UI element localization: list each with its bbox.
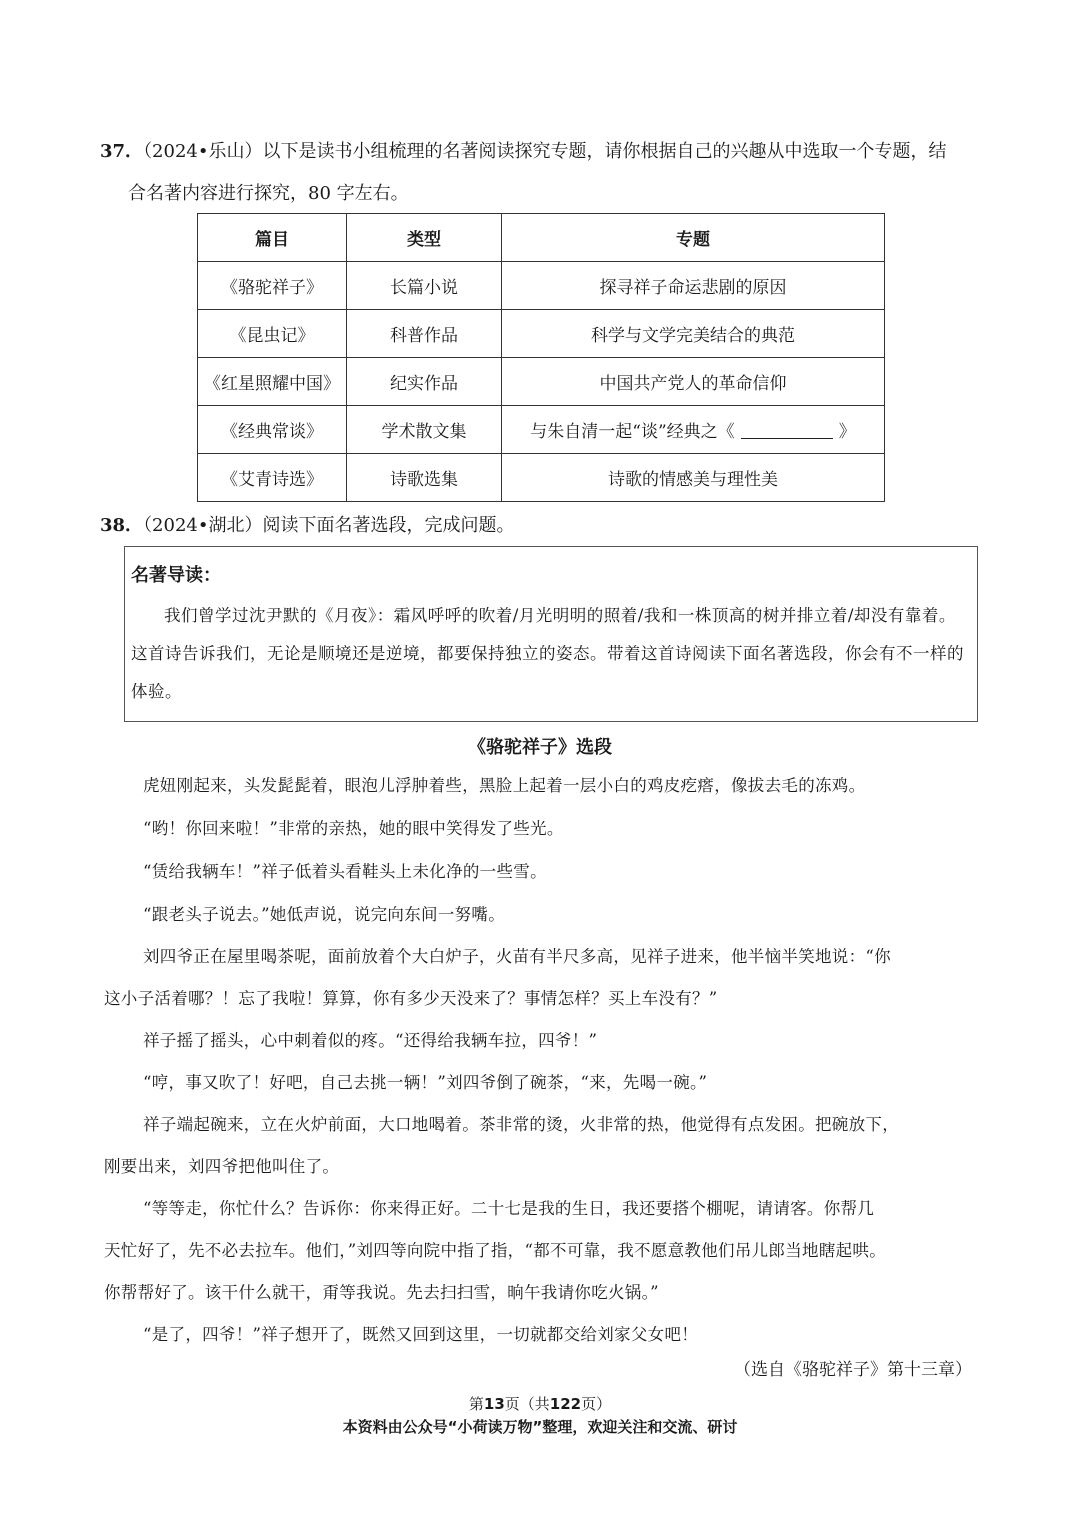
cell-type: 长篇小说 (347, 262, 502, 310)
cell-title: 《昆虫记》 (198, 310, 347, 358)
q37-number: 37． (100, 141, 144, 162)
cell-title: 《艾青诗选》 (198, 454, 347, 502)
q38-line (100, 513, 515, 539)
cell-topic: 诗歌的情感美与理性美 (502, 454, 885, 502)
page-total: 122 (549, 1395, 582, 1413)
paragraph: “等等走，你忙什么？告诉你：你来得正好。二十七是我的生日，我还要搭个棚呢，请请客。你帮几 (143, 1199, 875, 1218)
fill-blank[interactable] (741, 418, 833, 439)
q37-text-line1: （2024•乐山）以下是读书小组梳理的名著阅读探究专题，请你根据自己的兴趣从中选取一个专题，结 (143, 141, 947, 162)
q38-number: 38． (100, 515, 144, 536)
topic-suffix: 》 (838, 422, 856, 442)
guide-title: 名著导读： (131, 565, 221, 586)
page-suffix: 页） (581, 1395, 612, 1413)
q38-intro: （2024•湖北）阅读下面名著选段，完成问题。 (143, 515, 515, 536)
works-table (197, 213, 885, 502)
table-row (198, 262, 885, 310)
paragraph-continued: 刚要出来，刘四爷把他叫住了。 (104, 1157, 340, 1176)
q37-line1 (100, 139, 946, 165)
cell-topic (502, 406, 885, 454)
cell-topic: 科学与文学完美结合的典范 (502, 310, 885, 358)
header-topic: 专题 (502, 214, 885, 262)
paragraph: “赁给我辆车！”祥子低着头看鞋头上未化净的一些雪。 (143, 862, 547, 881)
table-row (198, 310, 885, 358)
table-header-row (198, 214, 885, 262)
cell-type: 诗歌选集 (347, 454, 502, 502)
paragraph: 祥子摇了摇头，心中刺着似的疼。“还得给我辆车拉，四爷！” (143, 1031, 598, 1050)
cell-type: 科普作品 (347, 310, 502, 358)
paragraph: 刘四爷正在屋里喝茶呢，面前放着个大白炉子，火苗有半尺多高，见祥子进来，他半恼半笑地说：“你 (143, 947, 891, 966)
paragraph: “哼，事又吹了！好吧，自己去挑一辆！”刘四爷倒了碗茶，“来，先喝一碗。” (143, 1073, 708, 1092)
table-row (198, 358, 885, 406)
page-mid: 页（共 (504, 1395, 550, 1413)
excerpt-source: （选自《骆驼祥子》第十三章） (734, 1360, 972, 1380)
footer-note: 本资料由公众号“小荷读万物”整理，欢迎关注和交流、研讨 (342, 1418, 738, 1436)
paragraph: 虎妞刚起来，头发髭髭着，眼泡儿浮肿着些，黑脸上起着一层小白的鸡皮疙瘩，像拔去毛的冻鸡。 (143, 776, 866, 795)
cell-title: 《骆驼祥子》 (198, 262, 347, 310)
topic-prefix: 与朱自清一起“谈”经典之《 (530, 422, 735, 442)
excerpt-title: 《骆驼祥子》选段 (468, 737, 612, 758)
page-number (0, 1393, 1080, 1414)
paragraph-continued: 这小子活着哪？！忘了我啦！算算，你有多少天没来了？事情怎样？买上车没有？” (104, 989, 718, 1008)
paragraph: “是了，四爷！”祥子想开了，既然又回到这里，一切就都交给刘家父女吧！ (143, 1325, 699, 1344)
guide-box (124, 546, 978, 722)
paragraph: “哟！你回来啦！”非常的亲热，她的眼中笑得发了些光。 (143, 819, 564, 838)
cell-topic: 中国共产党人的革命信仰 (502, 358, 885, 406)
q37-text-line2: 合名著内容进行探究，80 字左右。 (128, 183, 409, 204)
paragraph-continued: 天忙好了，先不必去拉车。他们，”刘四等向院中指了指，“都不可靠，我不愿意教他们吊儿郎当地瞎起哄。 (104, 1241, 887, 1260)
cell-type: 纪实作品 (347, 358, 502, 406)
paragraph: 祥子端起碗来，立在火炉前面，大口地喝着。茶非常的烫，火非常的热，他觉得有点发困。把碗放下， (143, 1115, 899, 1134)
paragraph: “跟老头子说去。”她低声说，说完向东间一努嘴。 (143, 905, 506, 924)
cell-type: 学术散文集 (347, 406, 502, 454)
guide-text: 我们曾学过沈尹默的《月夜》：霜风呼呼的吹着/月光明明的照着/我和一株顶高的树并排立着/却没有靠着。这首诗告诉我们，无论是顺境还是逆境，都要保持独立的姿态。带着这首诗阅读下面名著选段，你会有不一样的体验。 (131, 606, 964, 701)
paragraph-continued: 你帮帮好了。该干什么就干，甭等我说。先去扫扫雪，晌午我请你吃火锅。” (104, 1283, 659, 1302)
cell-title: 《红星照耀中国》 (198, 358, 347, 406)
table-row (198, 454, 885, 502)
page-prefix: 第 (468, 1395, 484, 1413)
header-title: 篇目 (198, 214, 347, 262)
header-type: 类型 (347, 214, 502, 262)
cell-title: 《经典常谈》 (198, 406, 347, 454)
table-row (198, 406, 885, 454)
page-current: 13 (483, 1395, 505, 1413)
cell-topic: 探寻祥子命运悲剧的原因 (502, 262, 885, 310)
